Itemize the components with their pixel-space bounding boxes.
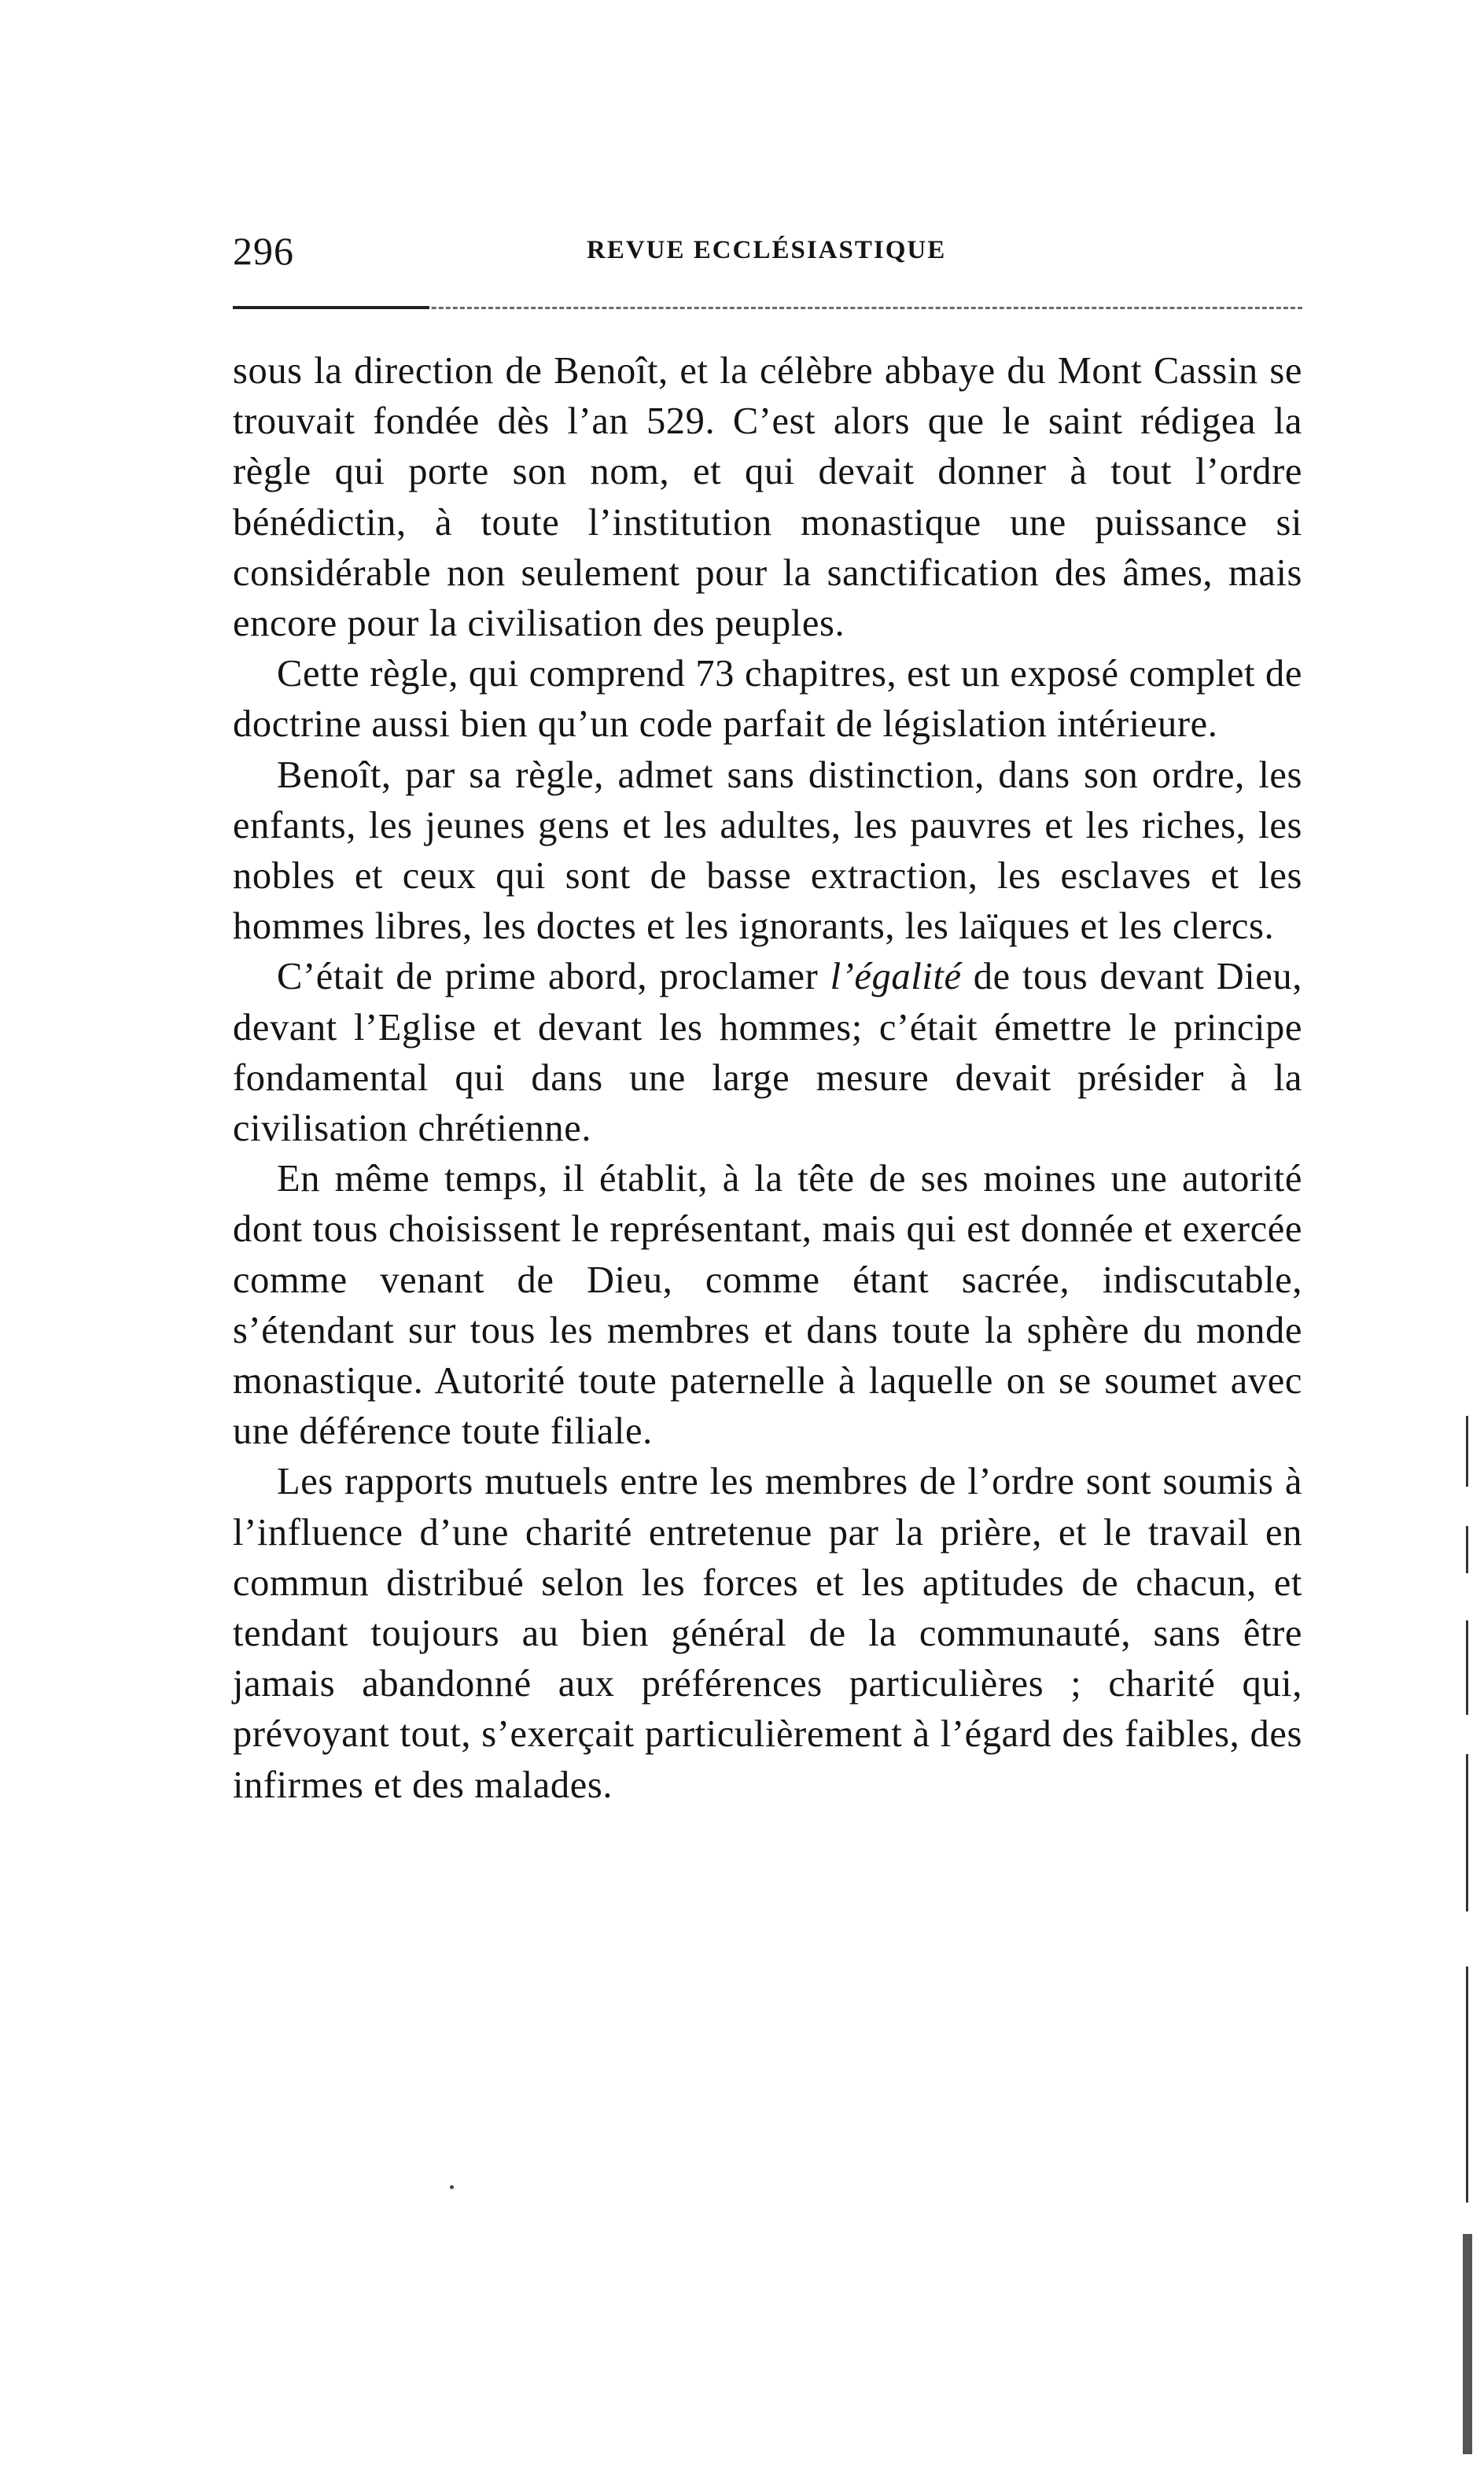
body-text (233, 346, 1302, 1811)
running-head: REVUE ECCLÉSIASTIQUE (587, 236, 947, 264)
emphasis-word: l’égalité (830, 956, 962, 998)
paragraph-text: de tous devant Dieu, devant l’Eglise et devant les hommes; c’était émettre le principe fondamental qui dans une large mesure devait présider à la civilisation chrétienne. (233, 956, 1302, 1150)
scan-edge-marks (1461, 1416, 1477, 2462)
paragraph-text: C’était de prime abord, proclamer (277, 956, 830, 998)
paragraph: Benoît, par sa règle, admet sans distinction, dans son ordre, les enfants, les jeunes gens et les adultes, les pauvres et les riches, les nobles et ceux qui sont de basse extraction, les esclaves et les hommes libres, les doctes et les ignorants, les laïques et les clercs. (233, 754, 1302, 948)
paragraph: Cette règle, qui comprend 73 chapitres, est un exposé complet de doctrine aussi bien qu’un code parfait de législation intérieure. (233, 653, 1302, 746)
page-number: 296 (233, 229, 294, 273)
paragraph (233, 952, 1302, 1154)
paragraph: Les rapports mutuels entre les membres de l’ordre sont soumis à l’influence d’une charité entretenue par la prière, et le travail en commun distribué selon les forces et les aptitudes de chacun, et tendant toujours au bien général de la communauté, sans être jamais abandonné aux préférences particulières ; charité qui, prévoyant tout, s’exerçait particulièrement à l’égard des faibles, des infirmes et des malades. (233, 1461, 1302, 1806)
paragraph: sous la direction de Benoît, et la célèbre abbaye du Mont Cassin se trouvait fondée dès l’an 529. C’est alors que le saint rédigea la règle qui porte son nom, et qui devait donner à tout l’ordre bénédictin, à toute l’institution monastique une puissance si considérable non seulement pour la sanctification des âmes, mais encore pour la civilisation des peuples. (233, 350, 1302, 645)
paragraph: En même temps, il établit, à la tête de ses moines une autorité dont tous choisissent le représentant, mais qui est donnée et exercée comme venant de Dieu, comme étant sacrée, indiscutable, s’étendant sur tous les membres et dans toute la sphère du monde monastique. Autorité toute paternelle à laquelle on se soumet avec une déférence toute filiale. (233, 1158, 1302, 1453)
print-speck (450, 2185, 454, 2189)
page-header (233, 222, 1302, 285)
header-rule-segment (233, 306, 429, 309)
